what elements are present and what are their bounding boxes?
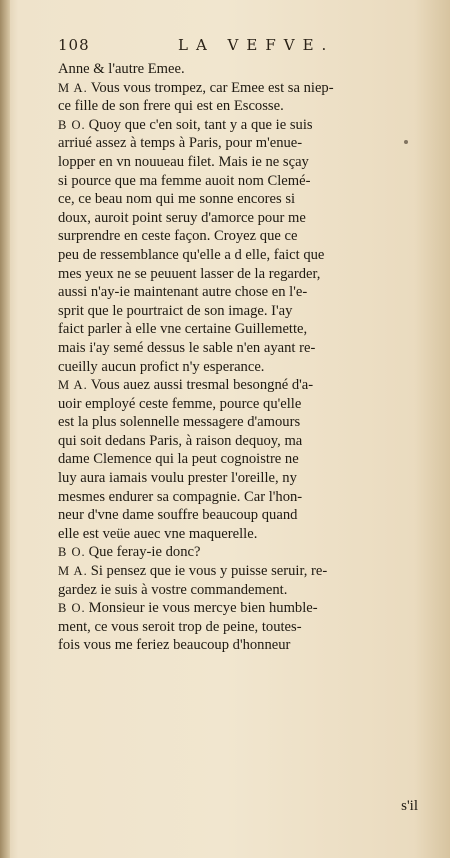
line-text: qui soit dedans Paris, à raison dequoy, ma [58,432,303,449]
speaker-label: B O. [58,117,86,132]
line-text: Si pensez que ie vous y puisse seruir, re- [90,563,328,580]
line-text: luy aura iamais voulu prester l'oreille, ny [58,470,297,487]
line-text: Anne & l'autre Emee. [58,61,185,77]
speaker-label: B O. [58,601,86,616]
line-text: surprendre en ceste façon. Croyez que ce [58,228,298,245]
line-text: fois vous me feriez beaucoup d'honneur [58,637,291,654]
ink-blot [404,140,408,144]
line-text: si pource que ma femme auoit nom Clemé- [58,172,311,189]
line-text: ce, ce beau nom qui me sonne encores si [58,191,296,208]
line-text: est la plus solennelle messagere d'amours [58,414,301,431]
text-line [58,190,426,209]
text-line [58,134,426,153]
line-text: gardez ie suis à vostre commandement. [58,581,288,598]
page-header [58,36,420,60]
line-text: Vous auez aussi tresmal besongné d'a- [90,377,314,394]
text-line [58,116,426,135]
text-line [58,376,426,395]
text-line [58,581,426,600]
text-line [58,395,426,414]
text-line [58,413,426,432]
text-line [58,432,426,451]
line-text: Quoy que c'en soit, tant y a que ie suis [88,116,313,133]
line-text: arriué assez à temps à Paris, pour m'enue- [58,135,303,152]
line-text: Monsieur ie vous mercye bien humble- [88,600,318,617]
text-line [58,543,426,562]
line-text: neur d'vne dame souffre beaucoup quand [58,507,298,524]
text-line [58,265,426,284]
text-line [58,246,426,265]
text-line [58,153,426,172]
line-text: doux, auroit point seruy d'amorce pour me [58,209,306,226]
text-line [58,562,426,581]
line-text: uoir employé ceste femme, pource qu'elle [58,395,302,412]
text-line [58,79,426,98]
text-line [58,488,426,507]
text-line [58,469,426,488]
text-line [58,320,426,339]
text-line [58,283,426,302]
text-line [58,97,426,116]
line-text: mais i'ay semé dessus le sable n'en ayant re- [58,339,316,356]
line-text: lopper en vn nouueau filet. Mais ie ne sçay [58,153,309,170]
page-gutter [0,0,10,858]
text-line [58,599,426,618]
catchword: s'il [401,798,418,814]
line-text: ce fille de son frere qui est en Escosse. [58,98,284,115]
text-line [58,339,426,358]
line-text: faict parler à elle vne certaine Guillemette, [58,321,308,338]
line-text: Que feray-ie donc? [88,544,201,561]
speaker-label: M A. [58,80,88,95]
text-line [58,525,426,544]
text-line [58,172,426,191]
text-line [58,358,426,377]
line-text: ment, ce vous seroit trop de peine, toutes- [58,618,302,635]
speaker-label: M A. [58,564,88,579]
line-text: aussi n'ay-ie maintenant autre chose en l'e- [58,284,308,301]
text-line [58,618,426,637]
folio-number: 108 [58,36,90,54]
text-line [58,506,426,525]
line-text: dame Clemence qui la peut cognoistre ne [58,451,299,468]
text-line [58,636,426,655]
text-line [58,450,426,469]
line-text: mes yeux ne se peuuent lasser de la regarder, [58,265,321,282]
text-block [58,60,426,655]
line-text: sprit que le pourtraict de son image. I'ay [58,302,293,319]
line-text: mesmes endurer sa compagnie. Car l'hon- [58,488,303,505]
line-text: cueilly aucun profict n'y esperance. [58,358,265,375]
text-line [58,60,426,79]
speaker-label: M A. [58,378,88,393]
line-text: elle est veüe auec vne maquerelle. [58,525,258,542]
running-title: LA VEFVE. [178,36,335,54]
line-text: Vous vous trompez, car Emee est sa niep- [90,79,334,96]
speaker-label: B O. [58,545,86,560]
text-line [58,227,426,246]
text-line [58,302,426,321]
line-text: peu de ressemblance qu'elle a d elle, faict que [58,246,325,263]
text-line [58,209,426,228]
